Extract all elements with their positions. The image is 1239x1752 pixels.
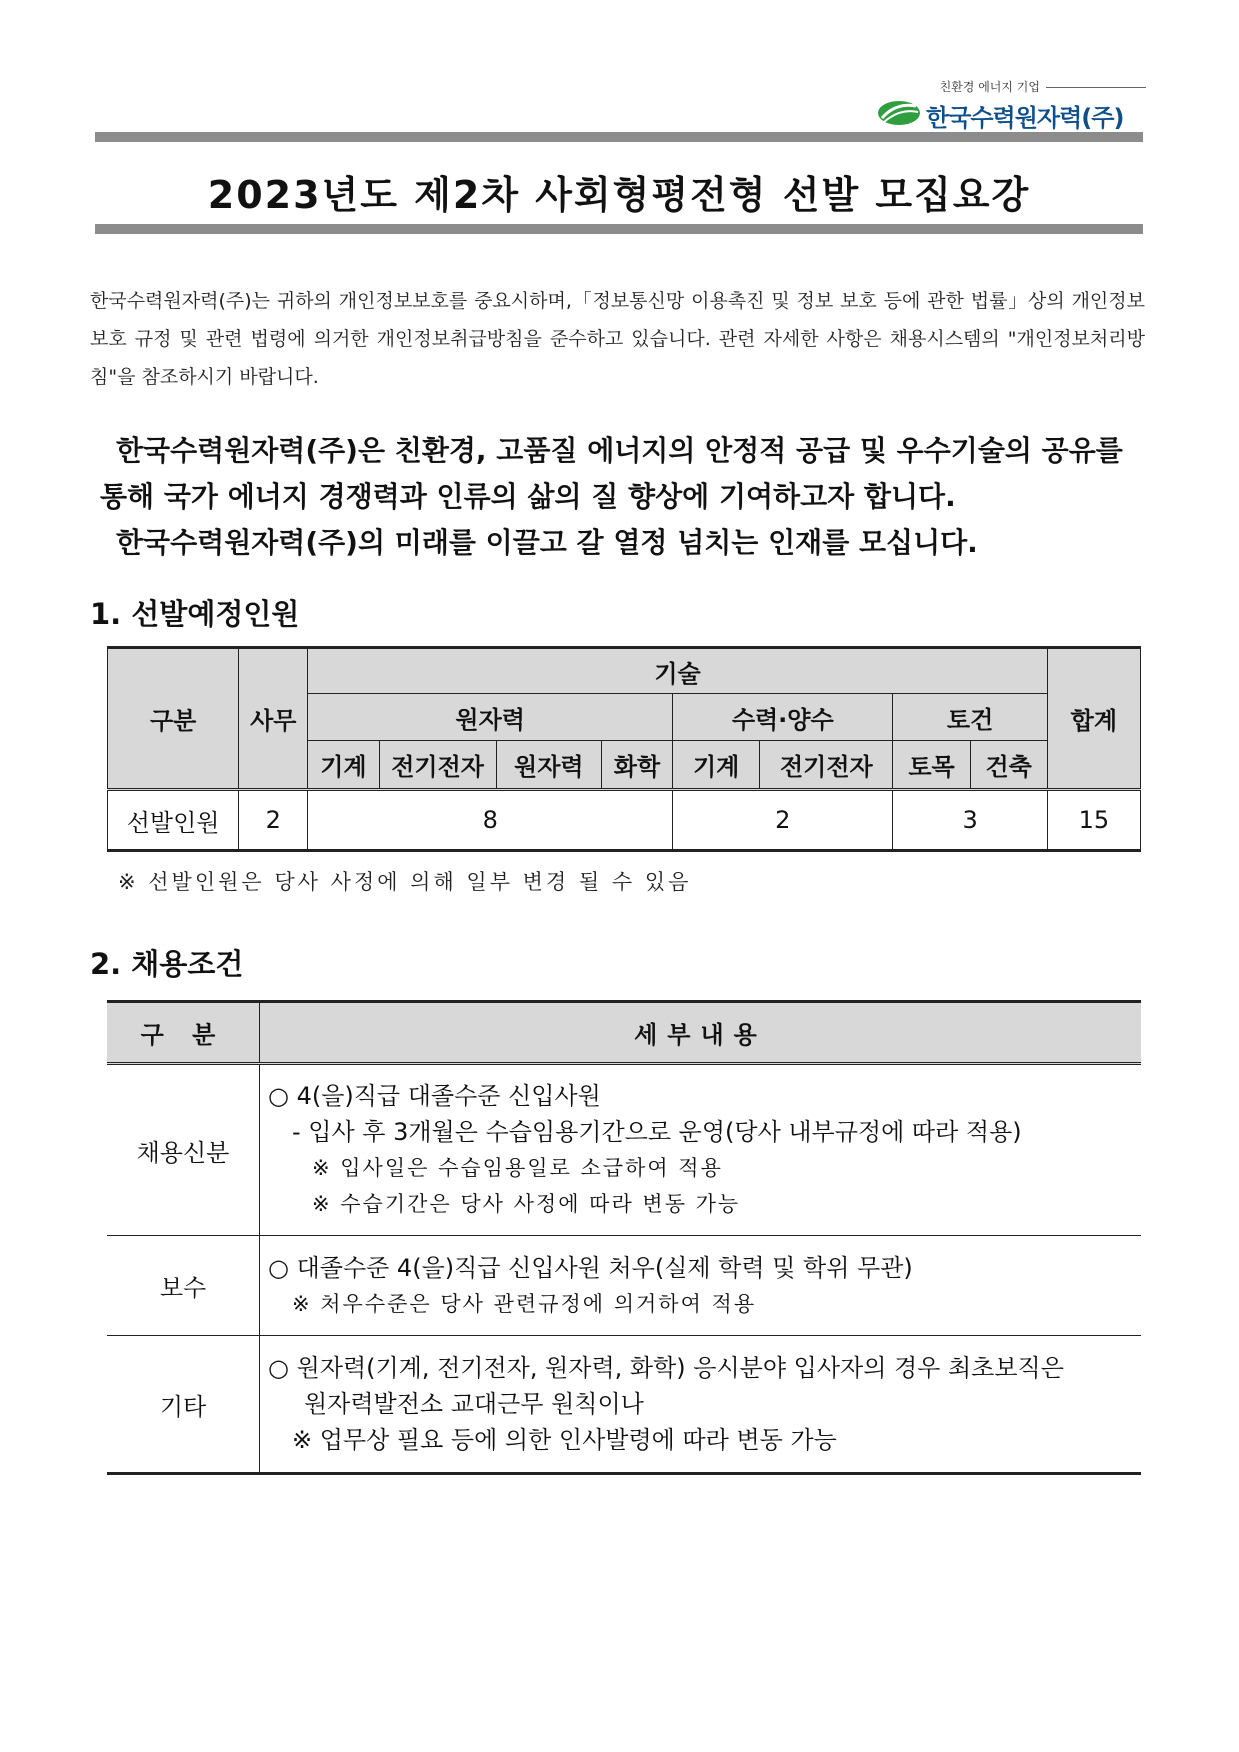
logo-name: 한국수력원자력(주): [926, 104, 1124, 132]
th-sub: 전기전자: [379, 741, 496, 790]
detail-note: ※ 수습기간은 당사 사정에 따라 변동 가능: [312, 1192, 741, 1216]
detail-line: - 입사 후 3개월은 수습임용기간으로 운영(당사 내부규정에 따라 적용): [292, 1118, 1022, 1146]
title-bottom-bar: [95, 224, 1143, 234]
th-sub: 기계: [308, 741, 379, 790]
row-label: 선발인원: [108, 790, 239, 851]
detail-line: 원자력발전소 교대근무 원칙이나: [304, 1390, 644, 1418]
detail-note: ※ 처우수준은 당사 관련규정에 의거하여 적용: [292, 1291, 757, 1316]
logo-tagline: 친환경 에너지 기업: [940, 78, 1146, 95]
leaf-logo-icon: [876, 98, 922, 128]
value-hydro: 2: [673, 790, 893, 851]
intro-line-3: 한국수력원자력(주)의 미래를 이끌고 갈 열정 넘치는 인재를 모십니다.: [116, 526, 978, 559]
intro-text: [100, 428, 1150, 566]
detail-line: ○ 원자력(기계, 전기전자, 원자력, 화학) 응시분야 입사자의 경우 최초보직은: [268, 1354, 1064, 1382]
value-samu: 2: [239, 790, 308, 851]
th-total: 합계: [1047, 648, 1140, 790]
intro-line-2: 통해 국가 에너지 경쟁력과 인류의 삶의 질 향상에 기여하고자 합니다.: [100, 480, 956, 513]
th-nuclear: 원자력: [308, 694, 673, 741]
row-label: 기타: [107, 1336, 260, 1474]
th-samu: 사무: [239, 648, 308, 790]
detail-note: ※ 입사일은 수습임용일로 소급하여 적용: [312, 1156, 723, 1180]
value-civil: 3: [893, 790, 1047, 851]
th-gisul: 기술: [308, 648, 1047, 694]
th-sub: 전기전자: [760, 741, 893, 790]
row-label: 보수: [107, 1236, 260, 1336]
th-detail: 세부내용: [260, 1002, 1142, 1064]
page-title: 2023년도 제2차 사회형평전형 선발 모집요강: [207, 173, 1031, 217]
th-sub: 건축: [970, 741, 1047, 790]
recruitment-count-table: [107, 646, 1141, 852]
detail-line: ○ 대졸수준 4(을)직급 신입사원 처우(실제 학력 및 학위 무관): [268, 1253, 913, 1282]
company-logo: [876, 78, 1146, 130]
th-hydro: 수력·양수: [673, 694, 893, 741]
intro-line-1: 한국수력원자력(주)은 친환경, 고품질 에너지의 안정적 공급 및 우수기술의 공유를: [116, 434, 1123, 467]
conditions-table: [107, 1000, 1141, 1475]
th-sub: 화학: [601, 741, 672, 790]
th-gubun: 구분: [108, 648, 239, 790]
row-detail: [260, 1064, 1142, 1236]
th-sub: 토목: [893, 741, 970, 790]
row-label: 채용신분: [107, 1064, 260, 1236]
detail-note: ※ 업무상 필요 등에 의한 인사발령에 따라 변동 가능: [292, 1426, 837, 1454]
value-total: 15: [1047, 790, 1140, 851]
detail-line: ○ 4(을)직급 대졸수준 신입사원: [268, 1082, 601, 1110]
value-nuclear: 8: [308, 790, 673, 851]
th-gubun: 구 분: [107, 1002, 260, 1064]
privacy-notice: 한국수력원자력(주)는 귀하의 개인정보보호를 중요시하며,「정보통신망 이용촉진 및 정보 보호 등에 관한 법률」상의 개인정보보호 규정 및 관련 법령에 의거한 개인정보취급방침을 준수하고 있습니다. 관련 자세한 사항은 채용시스템의 "개인정보처리방침"을 참조하시기 바랍니다.: [90, 290, 1145, 388]
section-1-heading: 1. 선발예정인원: [90, 597, 300, 631]
th-civil: 토건: [893, 694, 1047, 741]
row-detail: [260, 1336, 1142, 1474]
th-sub: 원자력: [496, 741, 601, 790]
th-sub: 기계: [673, 741, 760, 790]
row-detail: [260, 1236, 1142, 1336]
title-top-bar: [95, 132, 1143, 142]
section-2-heading: 2. 채용조건: [90, 947, 244, 981]
section-1-note: ※ 선발인원은 당사 사정에 의해 일부 변경 될 수 있음: [118, 870, 692, 894]
